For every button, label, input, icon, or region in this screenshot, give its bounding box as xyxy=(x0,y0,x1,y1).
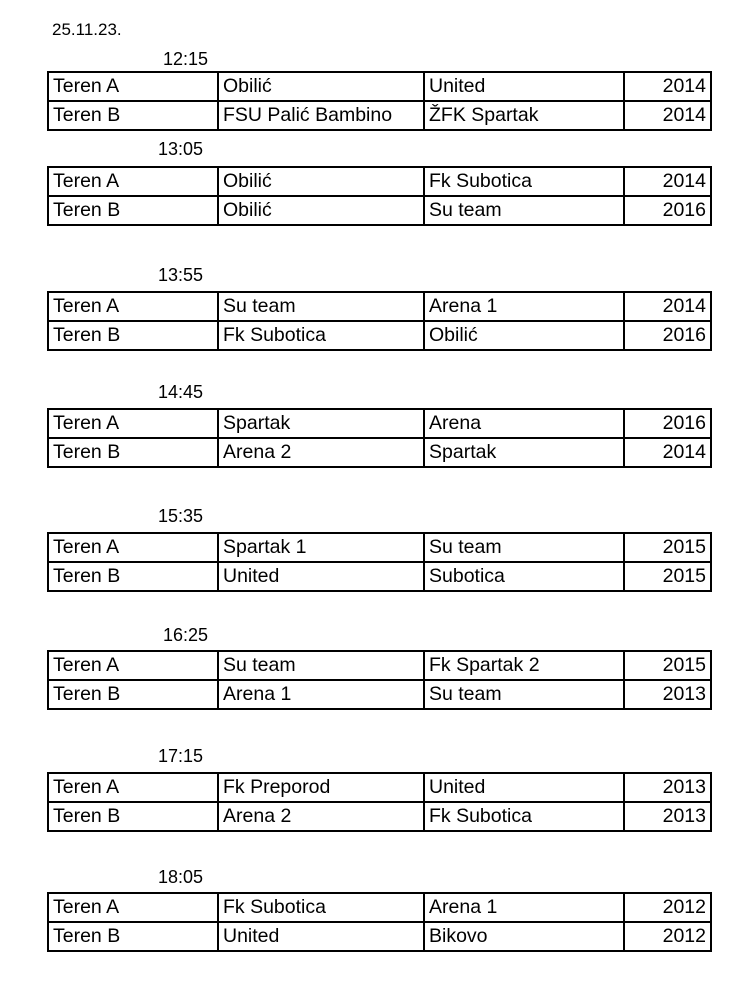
away-team-cell: Su team xyxy=(424,533,624,562)
home-team-cell: Obilić xyxy=(218,72,424,101)
slot-time: 16:25 xyxy=(163,625,209,645)
match-row xyxy=(48,72,711,101)
field-cell: Teren B xyxy=(48,196,218,225)
home-team-cell: Fk Subotica xyxy=(218,321,424,350)
match-table xyxy=(47,291,712,351)
match-table xyxy=(47,532,712,592)
match-table xyxy=(47,408,712,468)
home-team-cell: Su team xyxy=(218,292,424,321)
home-team-cell: Spartak xyxy=(218,409,424,438)
age-group-cell: 2015 xyxy=(624,533,711,562)
away-team-cell: Fk Subotica xyxy=(424,167,624,196)
home-team-cell: Spartak 1 xyxy=(218,533,424,562)
field-cell: Teren A xyxy=(48,409,218,438)
field-cell: Teren B xyxy=(48,802,218,831)
away-team-cell: Obilić xyxy=(424,321,624,350)
field-cell: Teren A xyxy=(48,292,218,321)
home-team-cell: Arena 2 xyxy=(218,802,424,831)
away-team-cell: Arena xyxy=(424,409,624,438)
age-group-cell: 2014 xyxy=(624,292,711,321)
home-team-cell: Fk Preporod xyxy=(218,773,424,802)
away-team-cell: ŽFK Spartak xyxy=(424,101,624,130)
away-team-cell: United xyxy=(424,72,624,101)
age-group-cell: 2013 xyxy=(624,680,711,709)
age-group-cell: 2013 xyxy=(624,773,711,802)
match-row xyxy=(48,409,711,438)
match-row xyxy=(48,438,711,467)
match-table xyxy=(47,772,712,832)
home-team-cell: United xyxy=(218,922,424,951)
field-cell: Teren A xyxy=(48,167,218,196)
match-table xyxy=(47,166,712,226)
away-team-cell: Fk Subotica xyxy=(424,802,624,831)
slot-time: 13:55 xyxy=(158,265,204,285)
age-group-cell: 2015 xyxy=(624,562,711,591)
slot-time: 14:45 xyxy=(158,382,204,402)
field-cell: Teren B xyxy=(48,438,218,467)
match-table xyxy=(47,892,712,952)
away-team-cell: Subotica xyxy=(424,562,624,591)
match-row xyxy=(48,651,711,680)
field-cell: Teren A xyxy=(48,773,218,802)
field-cell: Teren B xyxy=(48,680,218,709)
match-row xyxy=(48,321,711,350)
field-cell: Teren B xyxy=(48,101,218,130)
home-team-cell: Obilić xyxy=(218,167,424,196)
age-group-cell: 2014 xyxy=(624,167,711,196)
slot-time: 12:15 xyxy=(163,49,209,69)
slot-time: 17:15 xyxy=(158,746,204,766)
age-group-cell: 2012 xyxy=(624,893,711,922)
match-row xyxy=(48,167,711,196)
away-team-cell: Arena 1 xyxy=(424,292,624,321)
field-cell: Teren B xyxy=(48,321,218,350)
away-team-cell: Spartak xyxy=(424,438,624,467)
match-table xyxy=(47,650,712,710)
age-group-cell: 2014 xyxy=(624,438,711,467)
home-team-cell: United xyxy=(218,562,424,591)
age-group-cell: 2016 xyxy=(624,321,711,350)
home-team-cell: Arena 1 xyxy=(218,680,424,709)
field-cell: Teren A xyxy=(48,533,218,562)
age-group-cell: 2014 xyxy=(624,72,711,101)
away-team-cell: Fk Spartak 2 xyxy=(424,651,624,680)
match-row xyxy=(48,773,711,802)
field-cell: Teren B xyxy=(48,562,218,591)
slot-time: 15:35 xyxy=(158,506,204,526)
match-row xyxy=(48,680,711,709)
match-row xyxy=(48,922,711,951)
age-group-cell: 2012 xyxy=(624,922,711,951)
away-team-cell: Su team xyxy=(424,196,624,225)
field-cell: Teren B xyxy=(48,922,218,951)
home-team-cell: Fk Subotica xyxy=(218,893,424,922)
field-cell: Teren A xyxy=(48,72,218,101)
away-team-cell: Bikovo xyxy=(424,922,624,951)
field-cell: Teren A xyxy=(48,651,218,680)
match-row xyxy=(48,101,711,130)
home-team-cell: Su team xyxy=(218,651,424,680)
away-team-cell: Arena 1 xyxy=(424,893,624,922)
match-row xyxy=(48,196,711,225)
slot-time: 18:05 xyxy=(158,867,204,887)
match-row xyxy=(48,562,711,591)
match-table xyxy=(47,71,712,131)
age-group-cell: 2015 xyxy=(624,651,711,680)
home-team-cell: FSU Palić Bambino xyxy=(218,101,424,130)
match-row xyxy=(48,292,711,321)
age-group-cell: 2016 xyxy=(624,409,711,438)
schedule-date: 25.11.23. xyxy=(52,20,122,39)
field-cell: Teren A xyxy=(48,893,218,922)
slot-time: 13:05 xyxy=(158,139,204,159)
age-group-cell: 2016 xyxy=(624,196,711,225)
age-group-cell: 2013 xyxy=(624,802,711,831)
away-team-cell: Su team xyxy=(424,680,624,709)
match-row xyxy=(48,893,711,922)
match-row xyxy=(48,533,711,562)
home-team-cell: Obilić xyxy=(218,196,424,225)
match-row xyxy=(48,802,711,831)
home-team-cell: Arena 2 xyxy=(218,438,424,467)
age-group-cell: 2014 xyxy=(624,101,711,130)
away-team-cell: United xyxy=(424,773,624,802)
